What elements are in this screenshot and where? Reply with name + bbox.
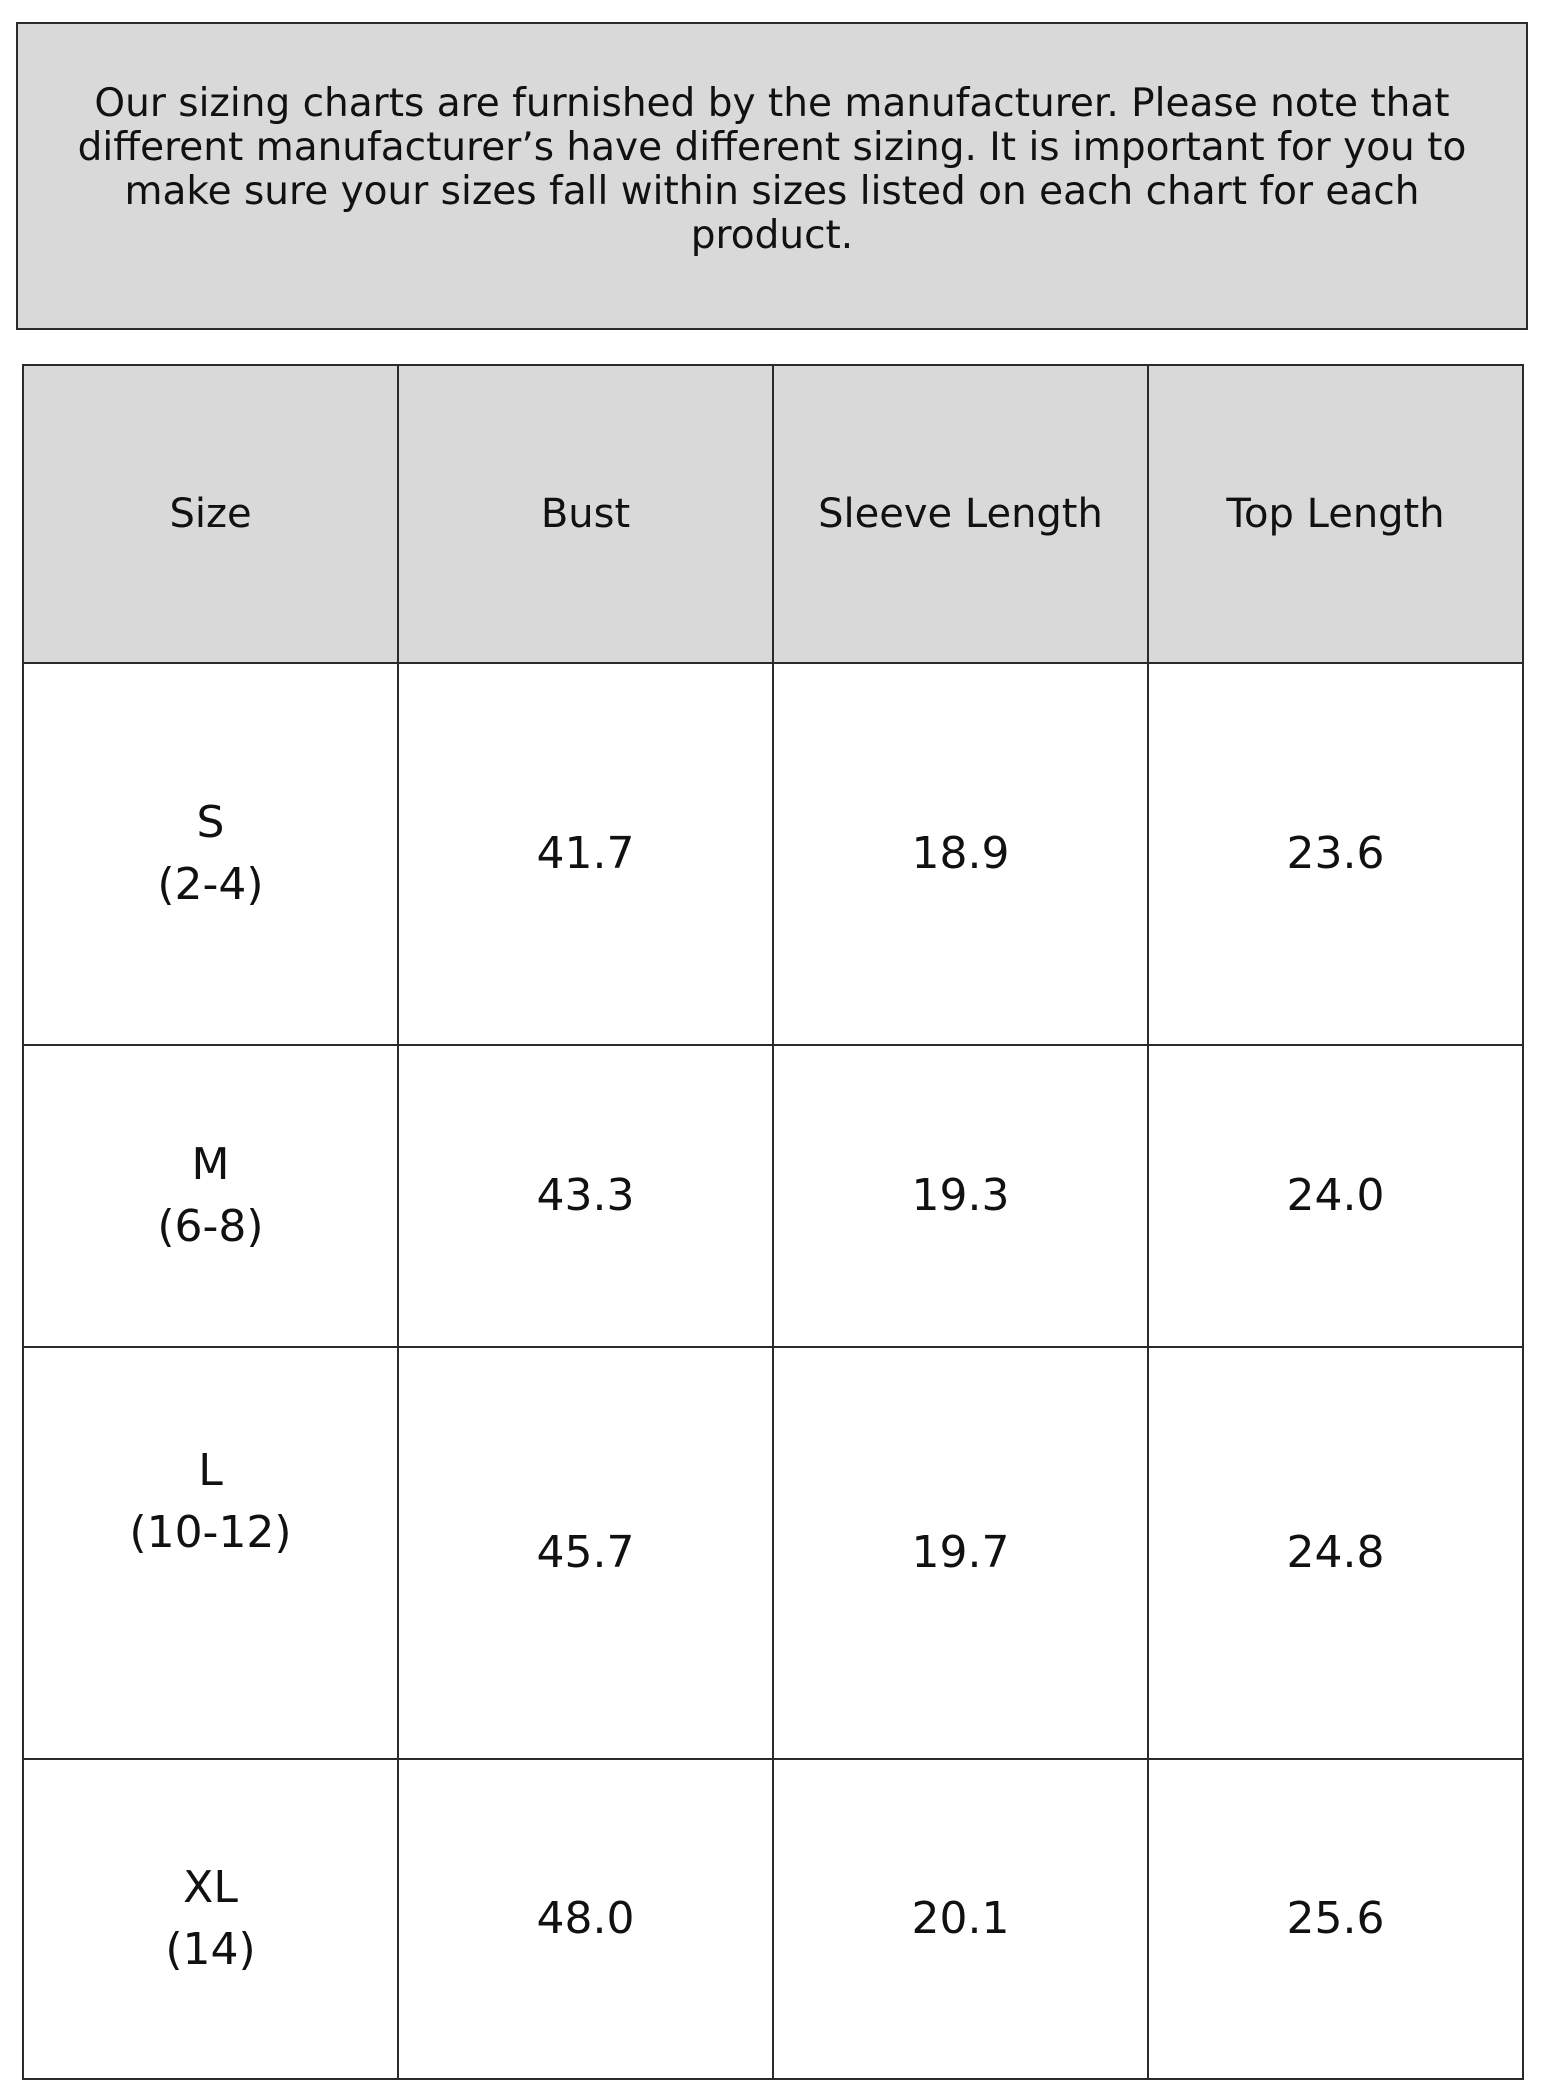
size-cell — [23, 663, 398, 1045]
header-top-length: Top Length — [1148, 365, 1523, 663]
size-chart-table — [22, 364, 1524, 2080]
size-label: M — [191, 1139, 230, 1190]
table-row — [23, 1759, 1523, 2079]
bust-cell: 41.7 — [398, 663, 773, 1045]
size-label: L — [198, 1445, 223, 1496]
table-header-row — [23, 365, 1523, 663]
table-row — [23, 1045, 1523, 1347]
bust-cell: 45.7 — [398, 1347, 773, 1759]
size-cell — [23, 1759, 398, 2079]
table-row — [23, 663, 1523, 1045]
sizing-notice-text: Our sizing charts are furnished by the manufacturer. Please note that different manufacturer’s have different sizing. It is important for you to make sure your sizes fall within sizes listed on each chart for each product. — [77, 81, 1467, 258]
header-bust: Bust — [398, 365, 773, 663]
top-length-cell: 24.0 — [1148, 1045, 1523, 1347]
top-length-cell: 23.6 — [1148, 663, 1523, 1045]
size-label: S — [196, 797, 225, 848]
top-length-cell: 25.6 — [1148, 1759, 1523, 2079]
bust-cell: 43.3 — [398, 1045, 773, 1347]
size-label: XL — [183, 1862, 238, 1913]
table-row — [23, 1347, 1523, 1759]
sleeve-length-cell: 19.7 — [773, 1347, 1148, 1759]
size-cell — [23, 1045, 398, 1347]
size-cell — [23, 1347, 398, 1759]
size-range: (6-8) — [157, 1201, 264, 1252]
sleeve-length-cell: 18.9 — [773, 663, 1148, 1045]
header-size: Size — [23, 365, 398, 663]
size-range: (10-12) — [129, 1507, 292, 1558]
sleeve-length-cell: 20.1 — [773, 1759, 1148, 2079]
size-range: (14) — [165, 1924, 256, 1975]
bust-cell: 48.0 — [398, 1759, 773, 2079]
size-range: (2-4) — [157, 859, 264, 910]
sleeve-length-cell: 19.3 — [773, 1045, 1148, 1347]
top-length-cell: 24.8 — [1148, 1347, 1523, 1759]
header-sleeve-length: Sleeve Length — [773, 365, 1148, 663]
sizing-notice-box — [16, 22, 1528, 330]
